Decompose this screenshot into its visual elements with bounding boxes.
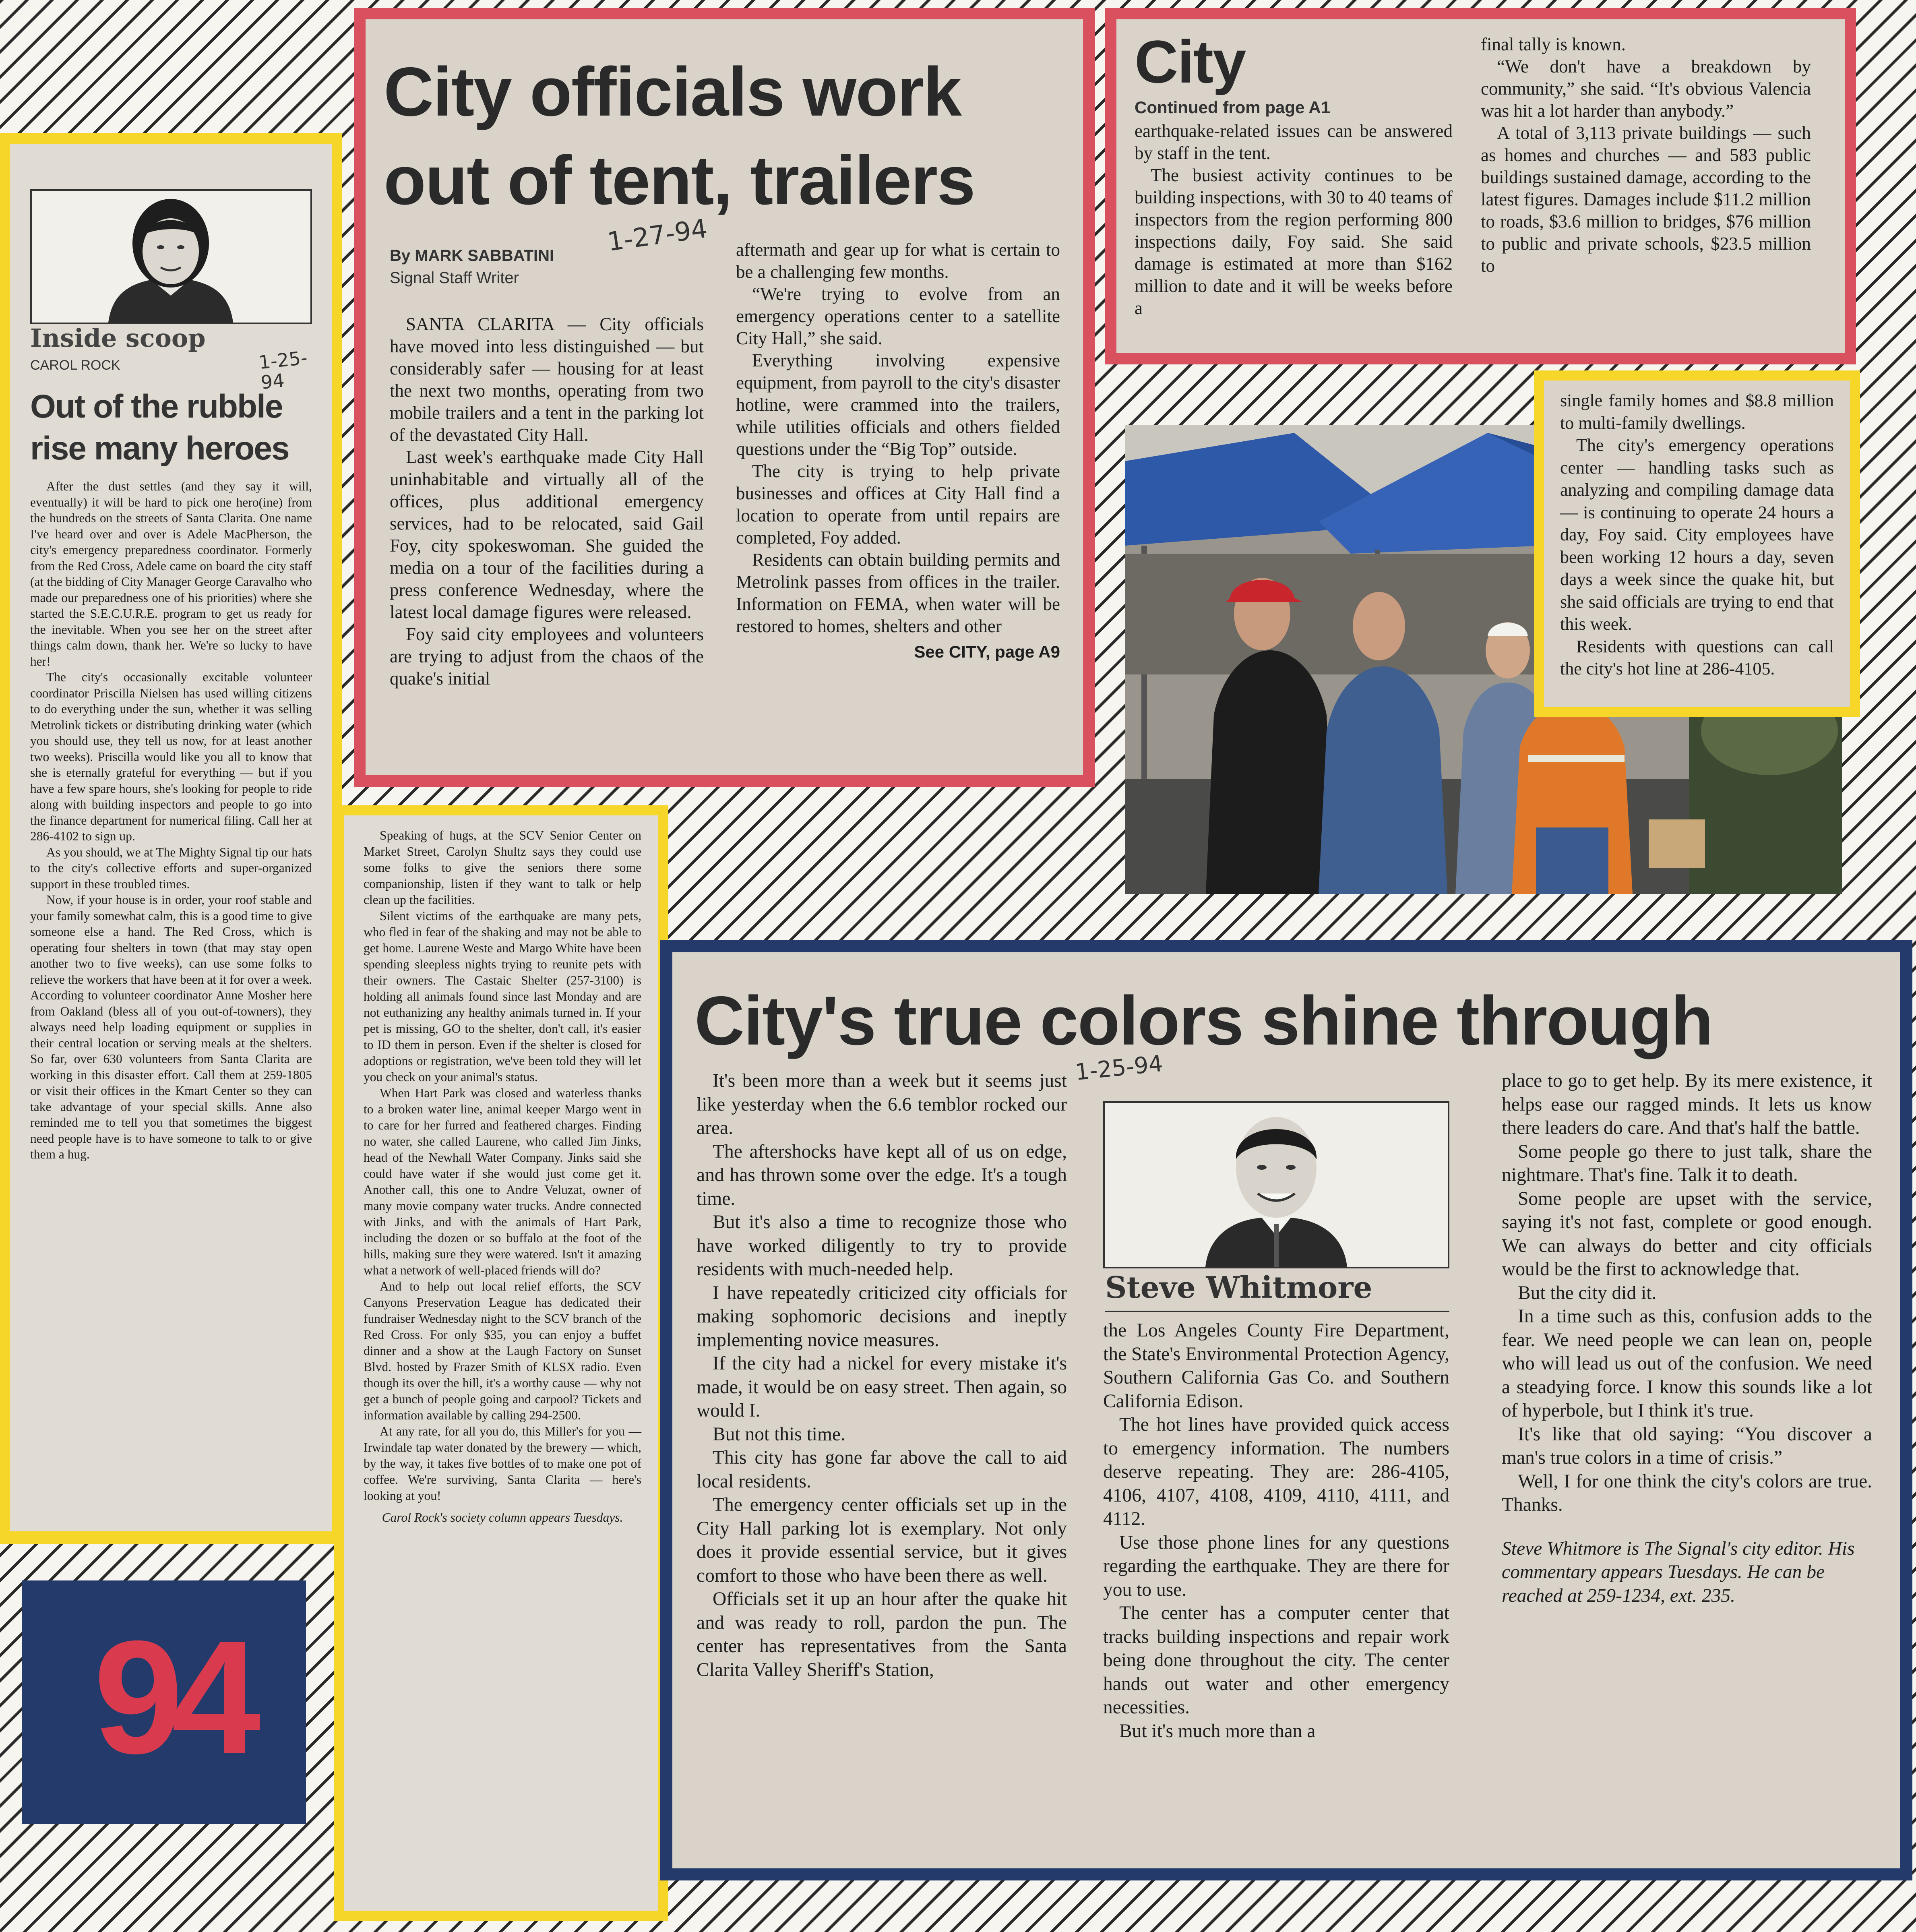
paragraph: “We don't have a breakdown by community,” she said. “It's obvious Valencia was hit a lot harder than anybody.”: [1481, 56, 1811, 121]
paragraph: Use those phone lines for any questions regarding the earthquake. They are there for you to use.: [1103, 1532, 1449, 1600]
column-name: Inside scoop: [30, 323, 206, 353]
paragraph: As you should, we at The Mighty Signal tip our hats to the city's collective efforts and super-organized support in these troubled times.: [30, 845, 312, 891]
columnist-name-rule: [1105, 1311, 1449, 1312]
paragraph: “We're trying to evolve from an emergency operations center to a satellite City Hall,” she said.: [736, 284, 1060, 348]
inside-scoop-clipping: [10, 144, 332, 1531]
paragraph: SANTA CLARITA — City officials have moved into less distinguished — but considerably safer — housing for at least the next two months, operating from two mobile trailers and a tent in the parking lot of the devastated City Hall.: [390, 314, 704, 445]
city-continued-col-2: [1481, 33, 1811, 277]
paragraph: Foy said city employees and volunteers are trying to adjust from the chaos of the quake's initial: [390, 624, 704, 689]
author-photo-box: [30, 189, 312, 324]
paragraph: single family homes and $8.8 million to multi-family dwellings.: [1560, 391, 1834, 433]
paragraph: Residents can obtain building permits and Metrolink passes from offices in the trailer. Information on FEMA, when water will be restored to homes, shelters and other: [736, 550, 1060, 636]
paragraph: earthquake-related issues can be answered by staff in the tent.: [1135, 121, 1453, 163]
paragraph: And to help out local relief efforts, the SCV Canyons Preservation League has dedicated their fundraiser Wednesday night to the SCV branch of the Red Cross. For only $35, you can enjoy a buffet dinner and a show at the Laugh Factory on Sunset Blvd. hosted by Frazer Smith of KLSX radio. Even though its over the hill, it's a worthy cause — why not get a bunch of people going and carpool? Tickets and information available by calling 294-2500.: [364, 1279, 641, 1422]
column-footer: Carol Rock's society column appears Tuesdays.: [382, 1510, 623, 1525]
tent-article-col-2: [736, 239, 1060, 663]
year-badge-text: 94: [93, 1607, 249, 1787]
handwritten-date: 1-25-94: [1074, 1050, 1164, 1086]
city-continued-headline: City: [1135, 28, 1246, 95]
byline: By MARK SABBATINI: [390, 247, 554, 265]
paragraph: In a time such as this, confusion adds to the fear. We need people we can lean on, people who will lead us out of the confusion. We need a steadying force. I know this sounds like a lot of hyperbole, but I think it's true.: [1502, 1306, 1872, 1421]
paragraph: the Los Angeles County Fire Department, the State's Environmental Protection Agency, Southern California Gas Co. and Southern California Edison.: [1103, 1320, 1449, 1412]
true-colors-col-1: [697, 1069, 1067, 1682]
paragraph: Everything involving expensive equipment, from payroll to the city's disaster hotline, were crammed into the trailers, while utilities officials and others fielded questions under the “Big Top” outside.: [736, 350, 1060, 459]
paragraph: But it's much more than a: [1119, 1720, 1316, 1742]
true-colors-clipping: [672, 952, 1900, 1868]
paragraph: final tally is known.: [1481, 34, 1626, 54]
paragraph: The center has a computer center that tracks building inspections and repair work being done throughout the city. The center hands out water and other emergency necessities.: [1103, 1603, 1449, 1718]
paragraph: Some people are upset with the service, saying it's not fast, complete or good enough. We can always do better and city officials would be the first to acknowledge that.: [1502, 1188, 1872, 1280]
paragraph: The city's emergency operations center — handling tasks such as analyzing and compiling damage data — is continuing to operate 24 hours a day, Foy said. City employees have been working 12 hours a day, seven days a week since the quake hit, but she said officials are trying to end that this week.: [1560, 435, 1834, 634]
true-colors-headline: City's true colors shine through: [694, 982, 1713, 1059]
continued-line: Continued from page A1: [1135, 98, 1331, 117]
paragraph: If the city had a nickel for every mistake it's made, it would be on easy street. Then again, so would I.: [697, 1353, 1067, 1421]
paragraph: aftermath and gear up for what is certain to be a challenging few months.: [736, 240, 1060, 282]
headline-line-2: out of tent, trailers: [384, 142, 975, 219]
columnist-portrait: [1105, 1103, 1448, 1267]
true-colors-col-2: [1103, 1319, 1449, 1743]
paragraph: Some people go there to just talk, share the nightmare. That's fine. Talk it to death.: [1502, 1141, 1872, 1185]
inside-scoop-cont-body: [364, 827, 641, 1526]
paragraph: It's been more than a week but it seems just like yesterday when the 6.6 temblor rocked our area.: [697, 1070, 1067, 1138]
paragraph: The hot lines have provided quick access to emergency information. The numbers deserve repeating. They are: 286-4105, 4106, 4107, 4108, 4109, 4110, 4111, and 4112.: [1103, 1414, 1449, 1529]
true-colors-mat: [660, 940, 1912, 1880]
tent-article-col-1: [390, 313, 704, 690]
handwritten-date: 1-27-94: [606, 213, 709, 258]
paragraph: Residents with questions can call the city's hot line at 286-4105.: [1560, 636, 1834, 678]
city-continued-2-mat: [1534, 370, 1860, 717]
headline-line-1: Out of the rubble: [30, 388, 283, 425]
tent-article-headline: [384, 48, 1068, 225]
byline-role: Signal Staff Writer: [390, 269, 519, 287]
inside-scoop-body: [30, 478, 312, 1163]
paragraph: Officials set it up an hour after the quake hit and was ready to roll, pardon the pun. The center has representatives from the Santa Clarita Valley Sheriff's Station,: [697, 1589, 1067, 1680]
paragraph: A total of 3,113 private buildings — such as homes and churches — and 583 public buildings sustained damage, according to the latest figures. Damages include $11.2 million to roads, $3.6 million to bridges, $76 million to public and private schools, $23.5 million to: [1481, 123, 1811, 276]
tent-article-mat: [354, 8, 1095, 787]
paragraph: After the dust settles (and they say it will, eventually) it will be hard to pick one hero(ine) from the hundreds on the streets of Santa Clarita. One name I've heard over and over is Adele MacPherson, the city's emergency preparedness coordinator. Formerly from the Red Cross, Adele came on board the city staff (at the bidding of City Manager George Caravalho who made our preparedness one of his priorities) where she started the S.E.C.U.R.E. program to get us ready for the inevitable. When you see her on the street after things calm down, thank her. We're so lucky to have her!: [30, 479, 312, 668]
true-colors-col-3: [1502, 1069, 1872, 1607]
headline-line-1: City officials work: [384, 53, 961, 130]
paragraph: The city is trying to help private businesses and offices at City Hall find a location to operate from until repairs are completed, Foy added.: [736, 461, 1060, 548]
paragraph: The busiest activity continues to be building inspections, with 30 to 40 teams of inspectors from the region performing 800 inspections daily, Foy said. She said damage is estimated at more than $162 million to date and it will be weeks before a: [1135, 165, 1453, 318]
inside-scoop-headline: [30, 386, 320, 470]
paragraph: But it's also a time to recognize those who have worked diligently to try to provide residents with much-needed help.: [697, 1212, 1067, 1280]
paragraph: But the city did it.: [1518, 1282, 1657, 1303]
paragraph: The aftershocks have kept all of us on edge, and has thrown some over the edge. It's a tough time.: [697, 1141, 1067, 1209]
paragraph: Now, if your house is in order, your roof stable and your family somewhat calm, this is a good time to give someone else a hand. The Red Cross, which is operating four shelters in town (that may stay open another two to five weeks), can use some folks to relieve the workers that have been at it for over a week. According to volunteer coordinator Anne Mosher here from Oakland (bless all of you out-of-towners), they always need help loading equipment or supplies in their central location or serving meals at the shelters. So far, over 630 volunteers from Santa Clarita are working in this disaster effort. Call them at 259-1805 or visit their offices in the Kmart Center so they can take advantage of your special skills. Anne also reminded me to tell you that sometimes the biggest need people have is to have someone to talk to or give them a hug.: [30, 893, 312, 1161]
paragraph: Silent victims of the earthquake are many pets, who fled in fear of the shaking and may not be able to get home. Laurene Weste and Margo White have been spending sleepless nights trying to reunite pets with their owners. The Castaic Shelter (257-3100) is holding all animals found since last Monday and are not euthanizing any healthy animals turned in. If your pet is missing, GO to the shelter, don't call, it's easier to ID them in person. Even if the shelter is closed for adoptions or registration, we've been told they will let you check on your animal's status.: [364, 909, 641, 1084]
paragraph: Well, I for one think the city's colors are true. Thanks.: [1502, 1471, 1872, 1515]
handwritten-date: 1-25-94: [257, 346, 308, 394]
author-portrait: [32, 191, 310, 323]
columnist-photo-box: [1103, 1101, 1449, 1268]
inside-scoop-mat: [0, 133, 342, 1544]
paragraph: I have repeatedly criticized city officials for making sophomoric decisions and ineptly implementing novice measures.: [697, 1282, 1067, 1351]
jump-line: See CITY, page A9: [914, 642, 1060, 661]
paragraph: But not this time.: [713, 1423, 845, 1445]
city-continued-2-body: [1560, 389, 1834, 680]
city-continued-col-1: [1135, 120, 1453, 319]
city-continued-2-clipping: [1544, 381, 1850, 707]
paragraph: Speaking of hugs, at the SCV Senior Center on Market Street, Carolyn Shultz says they could use some folks to give the seniors there some companionship, listen if they want to talk or help clean up the facilities.: [364, 828, 641, 907]
headline-line-2: rise many heroes: [30, 430, 289, 467]
city-continued-clipping: [1116, 19, 1845, 353]
paragraph: The emergency center officials set up in the City Hall parking lot is exemplary. Not only does it provide essential service, but it gives comfort to those who have been there as well.: [697, 1494, 1067, 1586]
paragraph: The city's occasionally excitable volunteer coordinator Priscilla Nielsen has used willing citizens to do everything under the sun, whether it was selling Metrolink tickets or distributing drinking water (which you should use, they tell us now, for at least another two weeks). Priscilla would like you all to know that she is eternally grateful for everything — but if you have a few spare hours, she's looking for people to ride along with building inspectors and people to go into the finance department for numerical filing. Call her at 286-4102 to sign up.: [30, 670, 312, 843]
paragraph: It's like that old saying: “You discover a man's true colors in a time of crisis.”: [1502, 1423, 1872, 1468]
columnist-tagline: Steve Whitmore is The Signal's city editor. His commentary appears Tuesdays. He can be reached at 259-1234, ext. 235.: [1502, 1538, 1855, 1606]
column-author: CAROL ROCK: [30, 358, 120, 373]
city-continued-mat: [1105, 8, 1856, 364]
columnist-name: Steve Whitmore: [1105, 1270, 1372, 1305]
year-badge: [22, 1580, 306, 1824]
paragraph: This city has gone far above the call to aid local residents.: [697, 1447, 1067, 1492]
tent-article-clipping: [366, 19, 1083, 775]
paragraph: place to go to get help. By its mere existence, it helps ease our ragged minds. It lets us know there leaders do care. And that's half the battle.: [1502, 1070, 1872, 1138]
paragraph: When Hart Park was closed and waterless thanks to a broken water line, animal keeper Margo went in to care for her furred and feathered charges. Finding no water, she called Laurene, who called Jim Jinks, head of the Newhall Water Company. Jinks said she could have water if she would just come get it. Another call, this one to Andre Veluzat, owner of many movie company water trucks. Andre connected with Jinks, and with the animals of Hart Park, including the dozen or so buffalo at the foot of the hills, making sure they were watered. Isn't it amazing what a network of well-placed friends will do?: [364, 1086, 641, 1277]
inside-scoop-cont-mat: [334, 805, 668, 1921]
paragraph: At any rate, for all you do, this Miller's for you — Irwindale tap water donated by the brewery — which, by the way, it takes five bottles of to make one pot of coffee. We're surviving, Santa Clarita — here's looking at you!: [364, 1424, 641, 1503]
inside-scoop-cont-clipping: [344, 815, 658, 1911]
paragraph: Last week's earthquake made City Hall uninhabitable and virtually all of the offices, plus additional emergency services, had to be relocated, said Gail Foy, city spokeswoman. She guided the media on a tour of the facilities during a press conference Wednesday, where the latest local damage figures were released.: [390, 447, 704, 622]
